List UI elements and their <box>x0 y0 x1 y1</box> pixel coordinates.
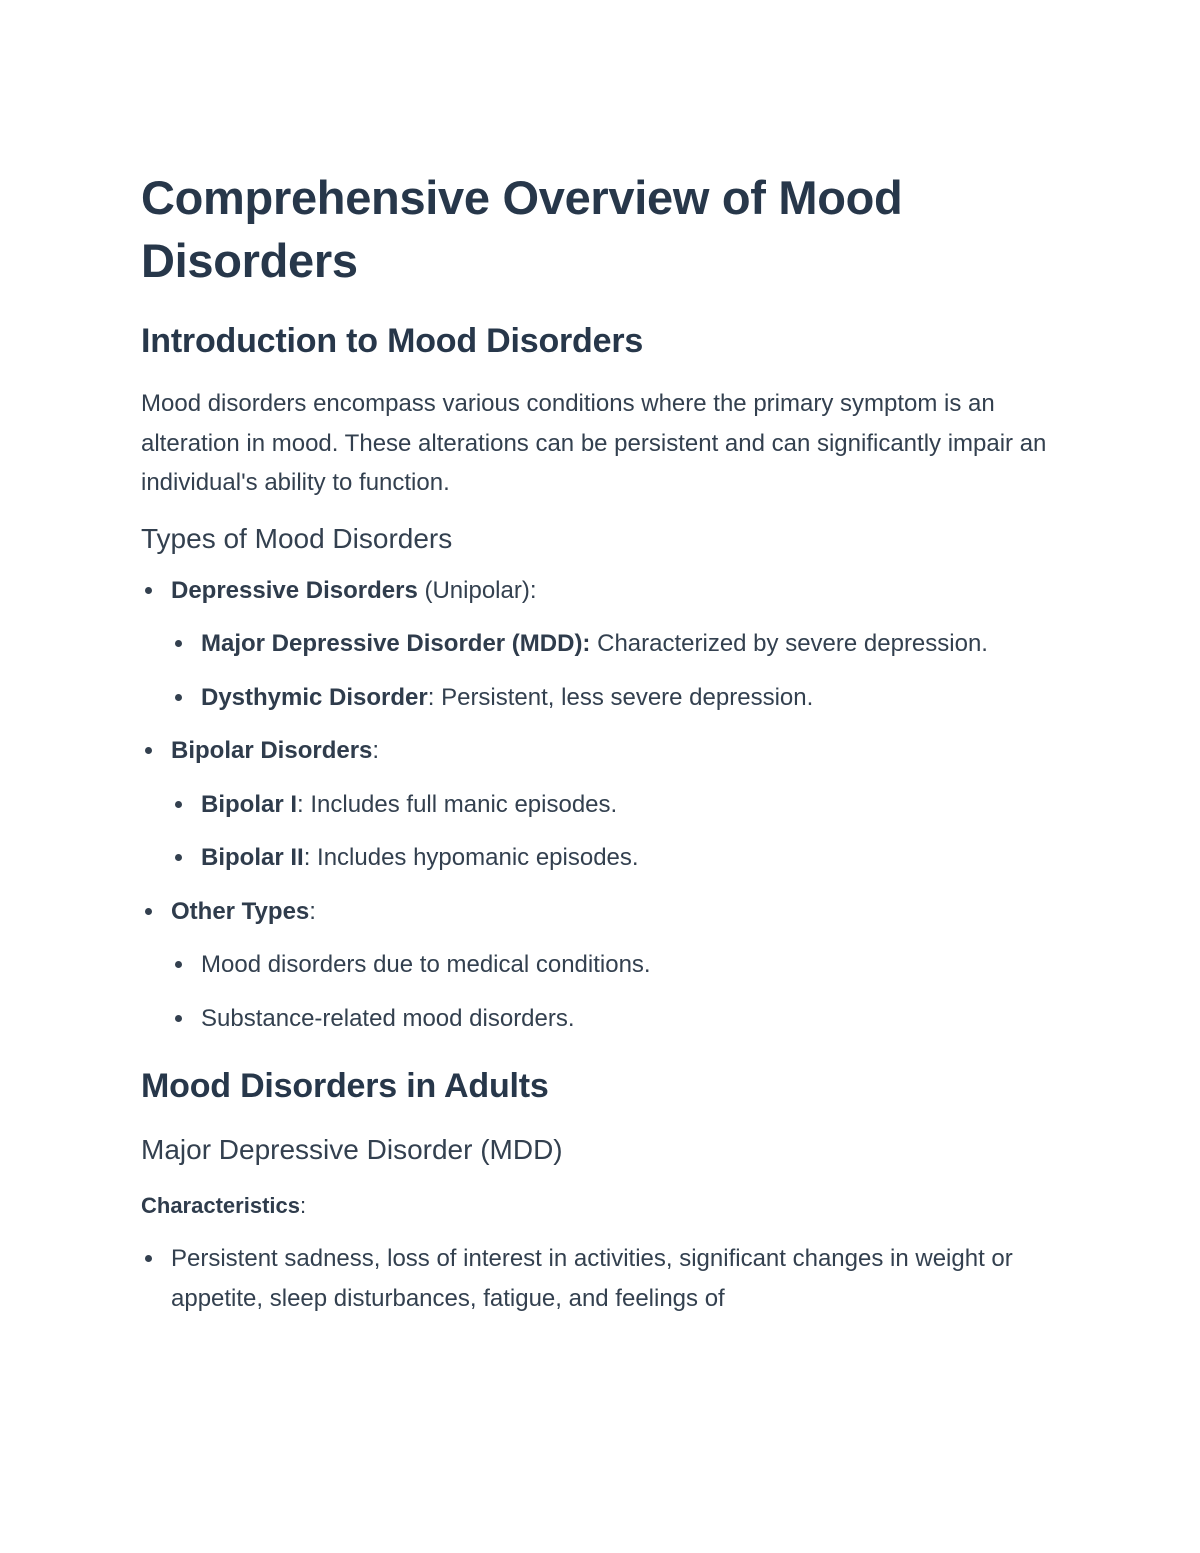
bullet-icon <box>175 694 182 701</box>
subheading-mdd: Major Depressive Disorder (MDD) <box>141 1134 563 1165</box>
list-item-other-types: Other Types: <box>141 892 1061 932</box>
list-item-medical-conditions: Mood disorders due to medical conditions. <box>141 945 1061 985</box>
list-item-depressive: Depressive Disorders (Unipolar): <box>141 571 1061 611</box>
list-item-bipolar-i: Bipolar I: Includes full manic episodes. <box>141 785 1061 825</box>
bullet-icon <box>175 1015 182 1022</box>
page-title: Comprehensive Overview of Mood Disorders <box>141 171 903 287</box>
list-item-mdd: Major Depressive Disorder (MDD): Characterized by severe depression. <box>141 624 1061 664</box>
list-item-bipolar: Bipolar Disorders: <box>141 731 1061 771</box>
bullet-icon <box>145 908 152 915</box>
bullet-icon <box>175 854 182 861</box>
characteristics-label: Characteristics: <box>141 1193 307 1218</box>
section-heading-introduction: Introduction to Mood Disorders <box>141 322 644 360</box>
bullet-icon <box>145 1255 152 1262</box>
intro-paragraph: Mood disorders encompass various conditions where the primary symptom is an alteration in mood. These alterations can be persistent and can significantly impair an individual's ability to function. <box>141 390 1047 496</box>
section-heading-adults: Mood Disorders in Adults <box>141 1067 549 1105</box>
subheading-types: Types of Mood Disorders <box>141 522 453 554</box>
list-item-dysthymic: Dysthymic Disorder: Persistent, less severe depression. <box>141 678 1061 718</box>
list-item-bipolar-ii: Bipolar II: Includes hypomanic episodes. <box>141 838 1061 878</box>
types-list <box>141 571 1061 1039</box>
document-page <box>141 166 1061 1318</box>
list-item-characteristic: Persistent sadness, loss of interest in activities, significant changes in weight or appetite, sleep disturbances, fatigue, and feelings of <box>141 1239 1061 1318</box>
bullet-icon <box>145 747 152 754</box>
bullet-icon <box>175 640 182 647</box>
list-item-substance-related: Substance-related mood disorders. <box>141 999 1061 1039</box>
bullet-icon <box>175 801 182 808</box>
bullet-icon <box>145 587 152 594</box>
characteristics-list <box>141 1239 1061 1318</box>
bullet-icon <box>175 961 182 968</box>
